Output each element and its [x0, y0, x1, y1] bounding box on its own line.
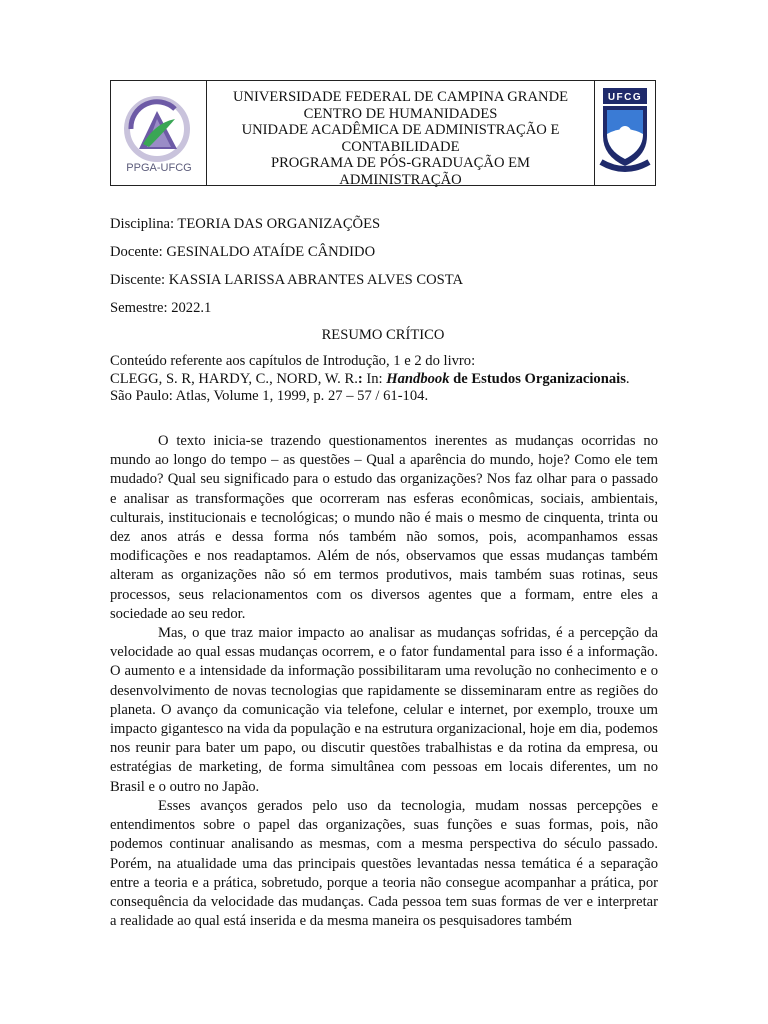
reference-book-title: de Estudos Organizacionais: [449, 370, 626, 387]
document-title: RESUMO CRÍTICO: [321, 327, 445, 343]
reference-colon: :: [357, 370, 363, 387]
reference-handbook: Handbook: [386, 370, 450, 387]
reference-publisher: São Paulo: Atlas, Volume 1, 1999, p. 27 – 57 / 61-104.: [110, 388, 429, 404]
header-line-unit: UNIDADE ACADÊMICA DE ADMINISTRAÇÃO E: [241, 122, 560, 138]
teacher-line: Docente: GESINALDO ATAÍDE CÂNDIDO: [110, 244, 376, 260]
ufcg-logo: [595, 81, 655, 185]
institution-header: [207, 81, 595, 188]
paragraph-3: Esses avanços gerados pelo uso da tecnologia, mudam nossas percepções e entendimentos sobre o papel das organizações, suas funções e suas formas, pois, não podemos continuar analisando as mesmas, com a mesma perspectiva do século passado. Porém, na atualidade uma das principais questões levantadas nessa temática é a separação entre a teoria e a prática, sobretudo, porque a teoria não consegue acompanhar a prática, por consequência da velocidade das mudanças. Cada pessoa tem suas formas de ver e interpretar a realidade ao qual está inserida e da mesma maneira os pesquisadores também: [110, 798, 658, 930]
paragraph-2: Mas, o que traz maior impacto ao analisar as mudanças sofridas, é a percepção da velocidade ao qual essas mudanças ocorrem, e o fator fundamental para isso é a informação. O aumento e a intensidade da informação possibilitaram uma revolução no conhecimento e o desenvolvimento de novas tecnologias que rapidamente se disseminaram entre as regiões do planeta. O avanço da comunicação via telefone, celular e internet, por exemplo, trouxe um impacto gigantesco na vida da população e na estrutura organizacional, hoje em dia, podemos nos reunir para bater um papo, ou discutir questões trabalhistas e da rotina da empresa, ou estratégias de marketing, de forma simultânea com pessoas em locais diferentes, um no Brasil e o outro no Japão.: [110, 625, 658, 795]
header-line-program-cont: ADMINISTRAÇÃO: [339, 171, 462, 188]
reference-citation: [110, 371, 666, 389]
header-line-university: UNIVERSIDADE FEDERAL DE CAMPINA GRANDE: [232, 89, 569, 105]
ppga-logo-text: PPGA-UFCG: [126, 162, 192, 174]
reference-in: In:: [362, 370, 387, 387]
header-table: [110, 80, 656, 186]
ppga-logo-icon: [119, 89, 199, 179]
ufcg-logo-text: UFCG: [607, 92, 643, 103]
ufcg-shield-icon: [599, 86, 651, 180]
header-line-program: PROGRAMA DE PÓS-GRADUAÇÃO EM: [270, 155, 531, 171]
header-line-unit-cont: CONTABILIDADE: [341, 138, 460, 155]
student-line: Discente: KASSIA LARISSA ABRANTES ALVES COSTA: [110, 272, 464, 288]
ppga-logo: [111, 81, 207, 185]
paragraph-1: O texto inicia-se trazendo questionamentos inerentes as mudanças ocorridas no mundo ao longo do tempo – as questões – Qual a aparência do mundo, hoje? Como ele tem mudado? Qual seu significado para o estudo das organizações? Nos faz olhar para o passado e analisar as transformações que ocorreram nas esferas econômicas, sociais, ambientais, culturais, institucionais e tecnológicas; o mundo não é mais o mesmo de cinquenta, trinta ou dez anos atrás e dessa forma nós também não somos, pois, acompanhamos essas modificações e nos readaptamos. Além de nós, observamos que essas mudanças também alteram as organizações não só em termos produtivos, mais também suas rotinas, seus processos, seus relacionamentos com os diversos agentes que a formam, entre eles a sociedade ao seu redor.: [110, 433, 658, 622]
reference-intro: Conteúdo referente aos capítulos de Introdução, 1 e 2 do livro:: [110, 353, 476, 369]
reference-authors: CLEGG, S. R, HARDY, C., NORD, W. R.: [110, 370, 358, 387]
discipline-line: Disciplina: TEORIA DAS ORGANIZAÇÕES: [110, 216, 381, 232]
reference-period: .: [625, 370, 630, 387]
semester-line: Semestre: 2022.1: [110, 300, 212, 316]
reference-block: [110, 353, 666, 406]
header-line-center: CENTRO DE HUMANIDADES: [303, 105, 498, 122]
